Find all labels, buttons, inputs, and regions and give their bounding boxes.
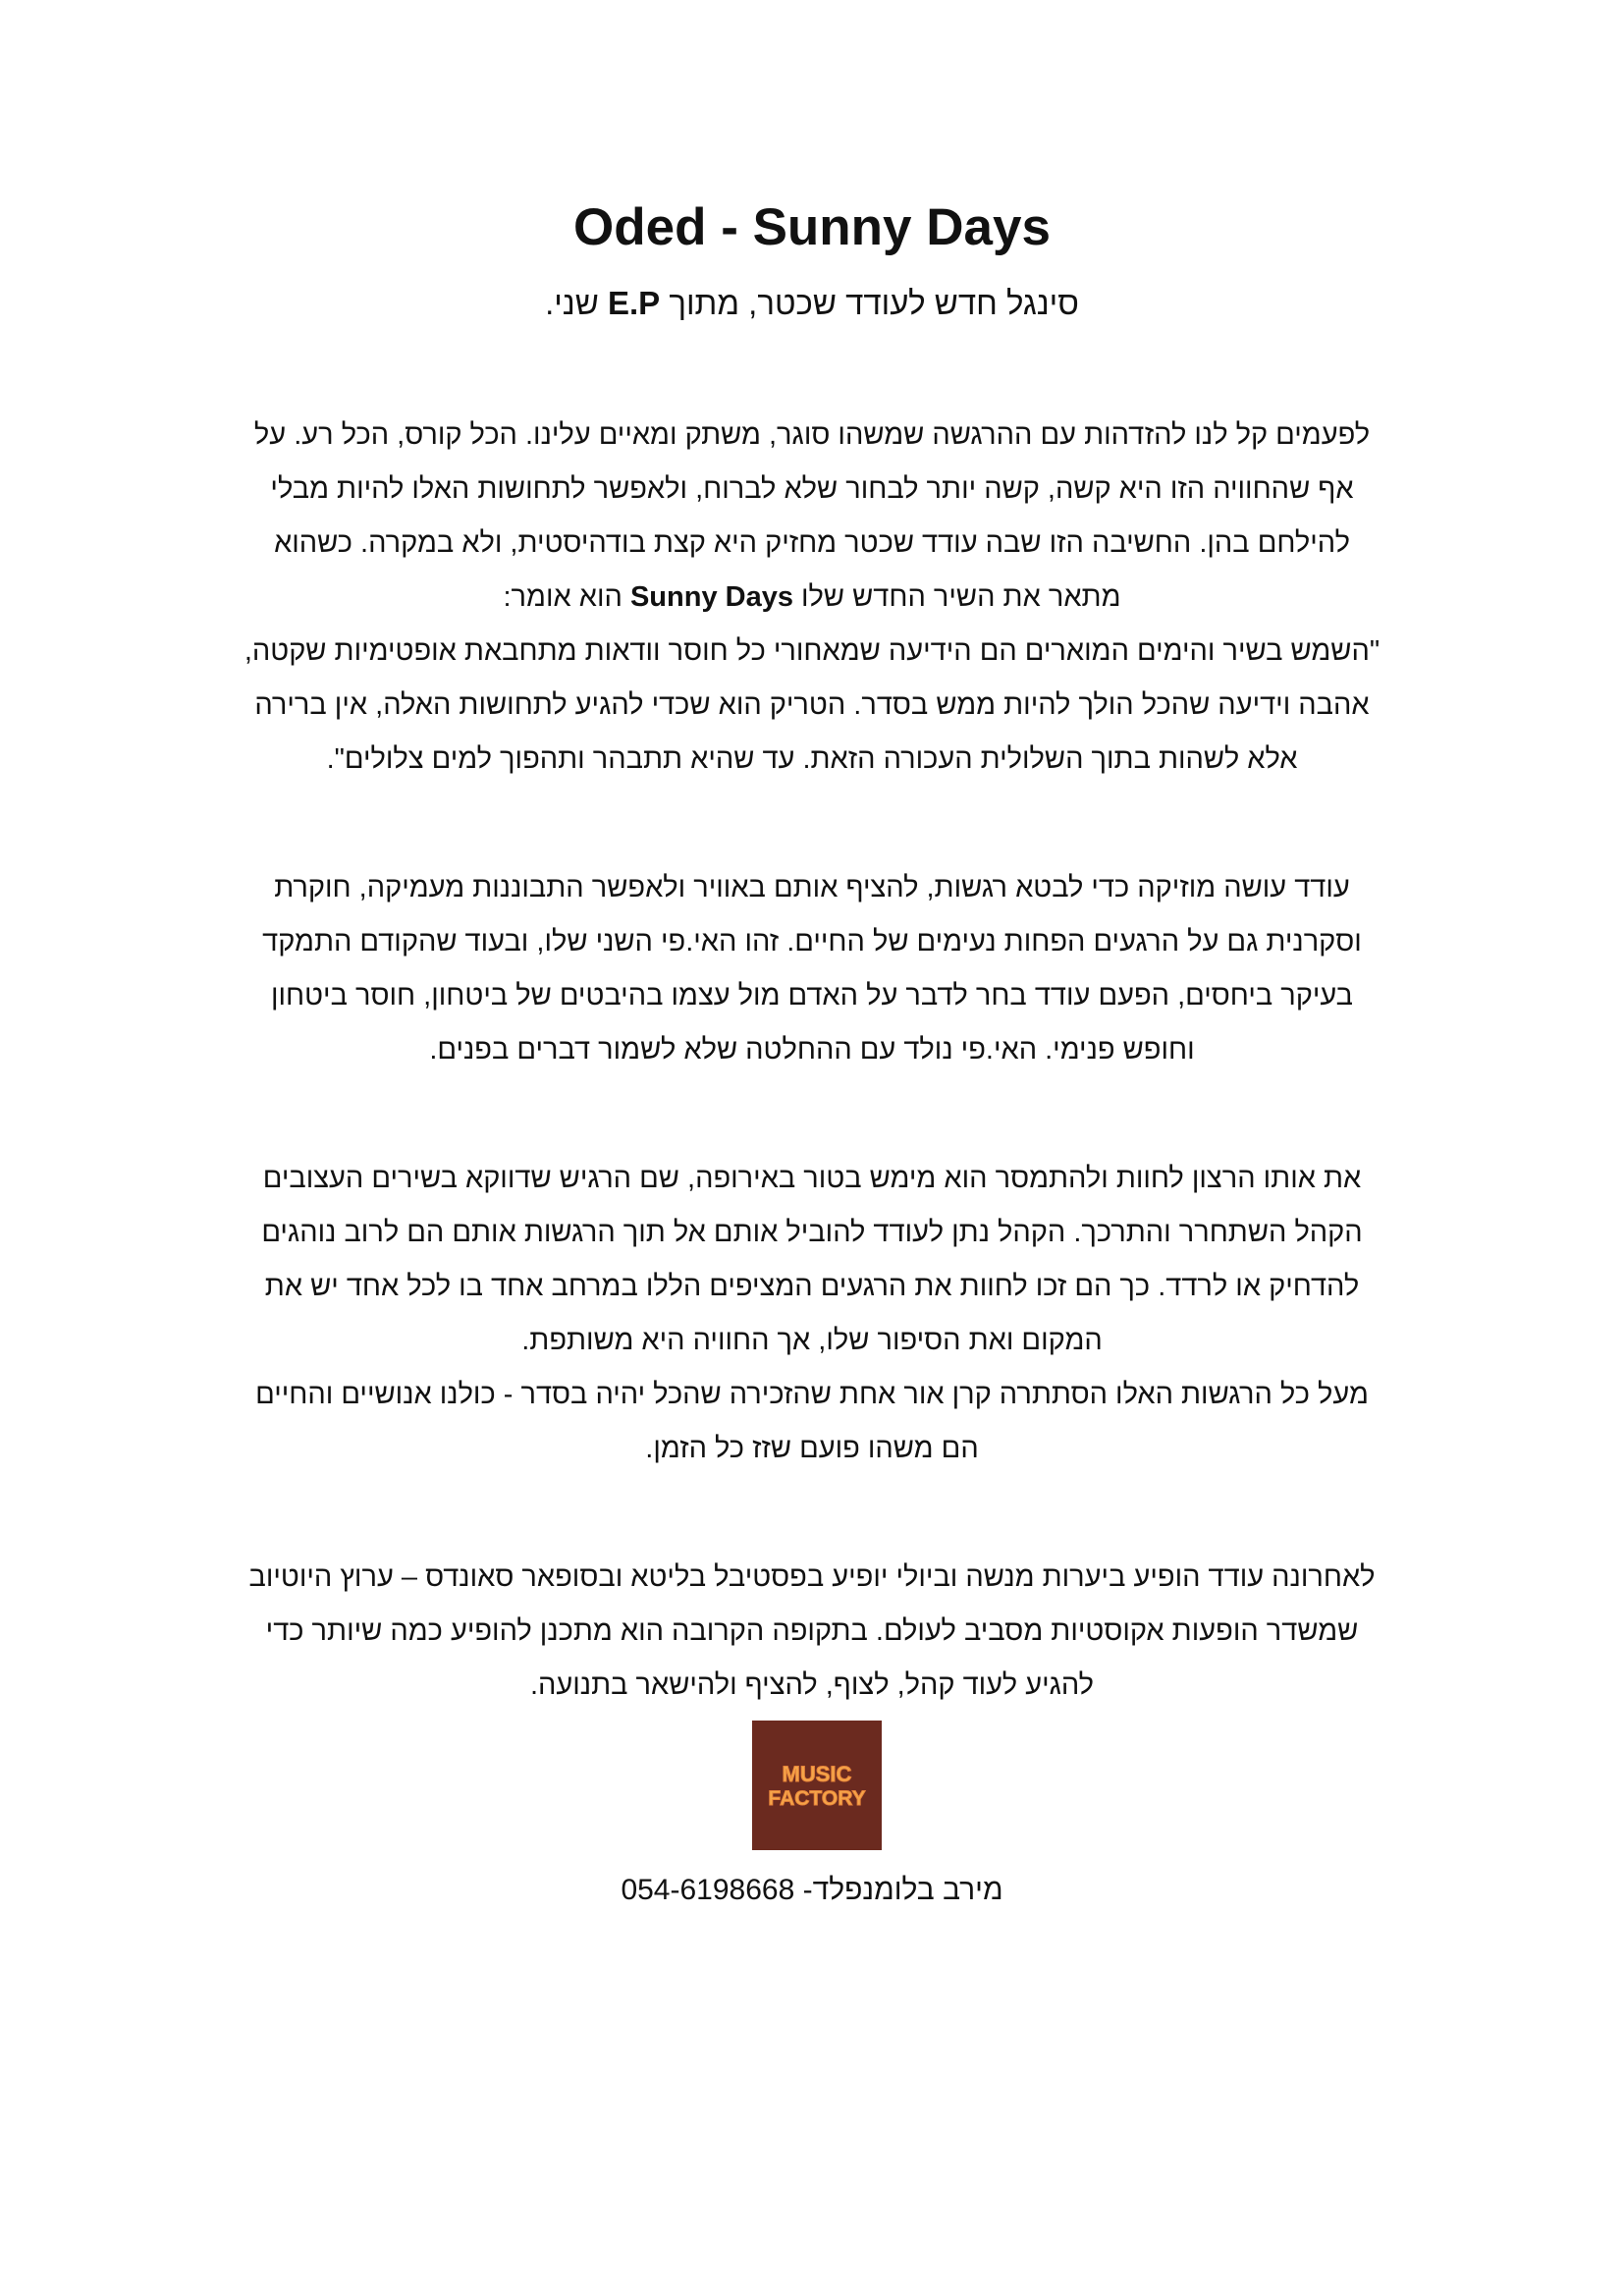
paragraph-line: להדחיק או לרדד. כך הם זכו לחוות את הרגעים המציפים הללו במרחב אחד בו לכל אחד יש את (264, 1271, 1360, 1302)
paragraph-performances (201, 1551, 1423, 1713)
quote-line: אלא לשהות בתוך השלולית העכורה הזאת. עד שהיא תתבהר ותהפוך למים צלולים". (326, 743, 1298, 775)
music-factory-logo-graphic (752, 1721, 882, 1850)
paragraph-line: לפעמים קל לנו להזדהות עם ההרגשה שמשהו סוגר, משתק ומאיים עלינו. הכל קורס, הכל רע. על (253, 419, 1371, 451)
paragraph-line: הקהל השתחרר והתרכך. הקהל נתן לעודד להוביל אותם אל תוך הרגשות אותם הם לרוב נוהגים (261, 1217, 1363, 1248)
subtitle-text-pre: סינגל חדש לעודד שכטר, מתוך (660, 285, 1079, 321)
logo-text-line2: FACTORY (768, 1787, 866, 1810)
paragraph-line: וסקרנית גם על הרגעים הפחות נעימים של החיים. זהו האי.פי השני שלו, ובעוד שהקודם התמקד (262, 926, 1362, 957)
paragraph-music (201, 861, 1423, 1077)
subtitle-ep-label: E.P (607, 285, 661, 321)
paragraph-line: לאחרונה עודד הופיע ביערות מנשה וביולי יופיע בפסטיבל בליטא ובסופאר סאונדס – ערוץ היוטיוב (248, 1561, 1376, 1593)
song-title-bold: Sunny Days (629, 581, 793, 613)
paragraph-europe-tour (201, 1152, 1423, 1476)
paragraph-line: עודד עושה מוזיקה כדי לבטא רגשות, להציף אותם באוויר ולאפשר התבוננות מעמיקה, חוקרת (274, 872, 1350, 903)
paragraph-line: הם משהו פועם שזז כל הזמן. (645, 1433, 979, 1464)
paragraph-line: את אותו הרצון לחוות ולהתמסר הוא מימש בטור באירופה, שם הרגיש שדווקא בשירים העצובים (262, 1163, 1362, 1194)
paragraph-line: בעיקר ביחסים, הפעם עודד בחר לדבר על האדם מול עצמו בהיבטים של ביטחון, חוסר ביטחון (270, 980, 1354, 1011)
paragraph-line-post: הוא אומר: (503, 581, 630, 613)
contact-line: 054-6198668 -מירב בלומנפלד (621, 1874, 1003, 1906)
paragraph-intro (201, 409, 1423, 787)
quote-line: "השמש בשיר והימים המוארים הם הידיעה שמאחורי כל חוסר וודאות מתחבאת אופטימיות שקטה, (244, 635, 1380, 667)
document-title: Oded - Sunny Days (573, 198, 1051, 256)
paragraph-line: להילחם בהן. החשיבה הזו שבה עודד שכטר מחזיק היא קצת בודהיסטית, ולא במקרה. כשהוא (274, 527, 1350, 559)
paragraph-line: אף שהחוויה הזו היא קשה, קשה יותר לבחור שלא לברוח, ולאפשר לתחושות האלו להיות מבלי (270, 473, 1354, 505)
paragraph-line: מעל כל הרגשות האלו הסתתרה קרן אור אחת שהזכירה שהכל יהיה בסדר - כולנו אנושיים והחיים (255, 1379, 1369, 1410)
paragraph-line: שמשדר הופעות אקוסטיות מסביב לעולם. בתקופה הקרובה הוא מתכנן להופיע כמה שיותר כדי (265, 1615, 1359, 1647)
document-subtitle (0, 279, 1624, 328)
subtitle-text-post: שני. (545, 285, 608, 321)
paragraph-line: וחופש פנימי. האי.פי נולד עם ההחלטה שלא לשמור דברים בפנים. (429, 1034, 1195, 1066)
paragraph-line: המקום ואת הסיפור שלו, אך החוויה היא משותפת. (521, 1325, 1103, 1356)
quote-line: אהבה וידיעה שהכל הולך להיות ממש בסדר. הטריק הוא שכדי להגיע לתחושות האלה, אין ברירה (254, 689, 1370, 721)
logo-text-line1: MUSIC (782, 1762, 852, 1786)
music-factory-logo (752, 1721, 882, 1850)
paragraph-line: להגיע לעוד קהל, לצוף, להציף ולהישאר בתנועה. (529, 1669, 1095, 1701)
paragraph-line-pre: מתאר את השיר החדש שלו (792, 581, 1121, 613)
